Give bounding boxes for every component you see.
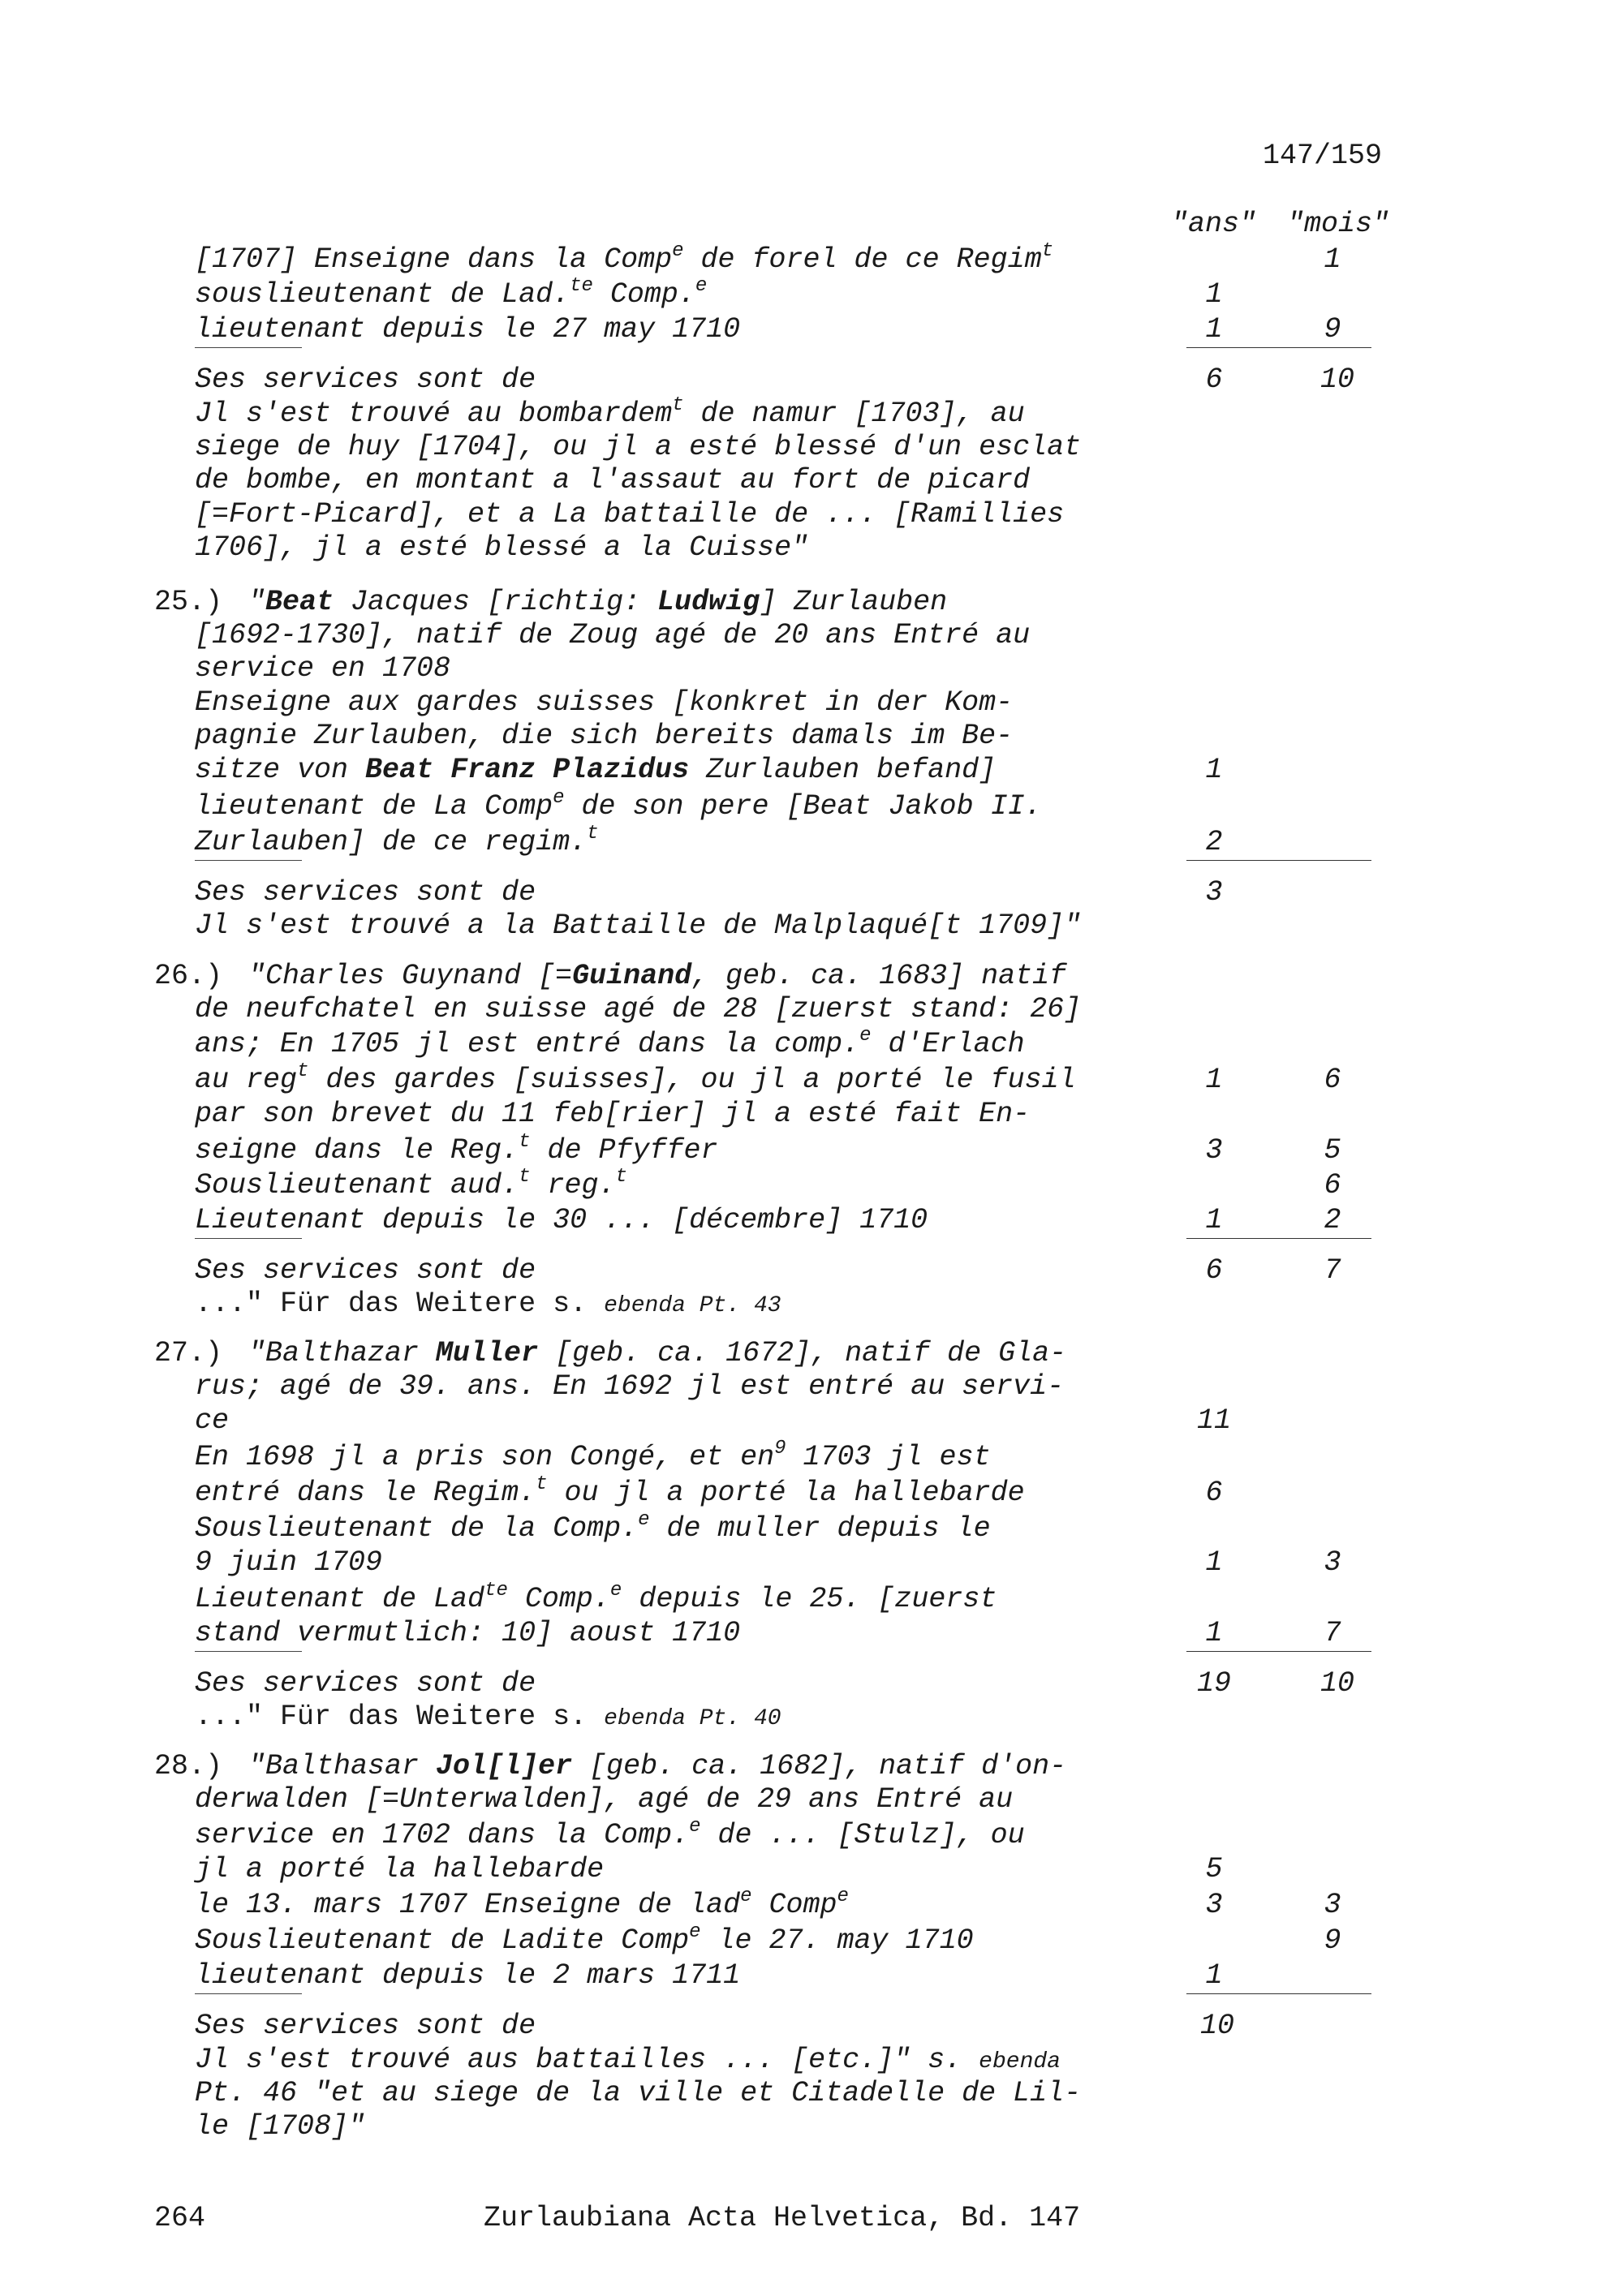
entry25-line3: service en 1708 — [195, 652, 451, 685]
sum-rule — [1186, 1651, 1371, 1652]
entry27-line6: Souslieutenant de la Comp.$^e$ de muller depuis le — [195, 1509, 991, 1545]
value-ans: 1 — [1205, 1546, 1223, 1579]
entry28-line4: jl a porté la hallebarde — [195, 1853, 605, 1885]
sum-rule — [1186, 1993, 1371, 1994]
value-ans: 6 — [1205, 1477, 1223, 1509]
entry27-line7: 9 juin 1709 — [195, 1546, 383, 1579]
entry26-line10: ..." Für das Weitere s. ebenda Pt. 43 — [195, 1288, 781, 1320]
entry26-line7: Souslieutenant aud.$^t$ reg.$^t$ — [195, 1166, 627, 1202]
page-indicator: 147/159 — [1263, 140, 1383, 172]
entry27-line4: En 1698 jl a pris son Congé, et $en^9$ 1703 jl est — [195, 1438, 991, 1473]
entry27-line5: entré dans le Regim.$^t$ ou jl a porté la hallebarde — [195, 1473, 1025, 1509]
total-ans: 3 — [1205, 876, 1223, 909]
footer-publication: Zurlaubiana Acta Helvetica, Bd. 147 — [484, 2202, 1081, 2234]
value-mois: 2 — [1324, 1204, 1341, 1236]
entry24-line3: lieutenant depuis le 27 may 1710 — [195, 313, 741, 346]
entry25-line6: sitze von Beat Franz Plazidus Zurlauben befand] — [195, 754, 997, 786]
entry27-short-rule — [195, 1651, 302, 1652]
entry26-line9: Ses services sont de — [195, 1254, 536, 1287]
value-mois: 6 — [1324, 1169, 1341, 1202]
entry-number: 26.) — [154, 960, 223, 992]
entry-number: 28.) — [154, 1750, 223, 1782]
entry26-line5: par son brevet du 11 feb[rier] jl a esté fait En- — [195, 1098, 1031, 1130]
entry28-line3: service en 1702 dans la Comp.$^e$ de ... [Stulz], ou — [195, 1816, 1025, 1851]
value-ans: 1 — [1205, 1204, 1223, 1236]
entry25-short-rule — [195, 860, 302, 861]
value-mois: 6 — [1324, 1064, 1341, 1096]
entry27-line9: stand vermutlich: 10] aoust 1710 — [195, 1617, 741, 1649]
entry28-short-rule — [195, 1993, 302, 1994]
entry26-line8: Lieutenant depuis le 30 ... [décembre] 1710 — [195, 1204, 928, 1236]
value-ans: 2 — [1205, 826, 1223, 858]
entry25-line10: Jl s'est trouvé a la Battaille de Malplaqué[t 1709]" — [195, 909, 1082, 942]
entry28-line5: le 13. mars 1707 Enseigne de lad$^e$ Comp$^e$ — [195, 1885, 849, 1921]
entry27-line11: ..." Für das Weitere s. ebenda Pt. 40 — [195, 1701, 781, 1733]
value-ans: 1 — [1205, 278, 1223, 311]
entry26-short-rule — [195, 1238, 302, 1239]
value-ans: 1 — [1205, 1617, 1223, 1649]
value-mois: 3 — [1324, 1889, 1341, 1921]
value-ans: 1 — [1205, 1959, 1223, 1992]
entry28-line9: Jl s'est trouvé aus battailles ... [etc.]" s. ebenda — [195, 2044, 1061, 2076]
entry25-line5: pagnie Zurlauben, die sich bereits damals im Be- — [195, 720, 1014, 752]
entry24-line5: Jl s'est trouvé au bombardem$^t$ de namur [1703], au — [195, 394, 1025, 430]
entry28-line1: "Balthasar Jol[l]er [geb. ca. 1682], natif d'on- — [248, 1750, 1067, 1782]
value-ans: 1 — [1205, 754, 1223, 786]
entry27-line1: "Balthazar Muller [geb. ca. 1672], natif de Gla- — [248, 1337, 1067, 1369]
value-ans: 5 — [1205, 1853, 1223, 1885]
entry28-line7: lieutenant depuis le 2 mars 1711 — [195, 1959, 741, 1992]
entry26-line3: ans; En 1705 jl est entré dans la comp.$^e$ d'Erlach — [195, 1025, 1025, 1060]
entry28-line8: Ses services sont de — [195, 2010, 536, 2042]
entry24-line4: Ses services sont de — [195, 363, 536, 396]
column-header-mois: "mois" — [1287, 208, 1390, 240]
total-ans: 6 — [1205, 363, 1223, 396]
sum-rule — [1186, 1238, 1371, 1239]
value-mois: 3 — [1324, 1546, 1341, 1579]
entry28-line11: le [1708]" — [195, 2110, 366, 2143]
entry26-line4: au reg$^t$ des gardes [suisses], ou jl a porté le fusil — [195, 1060, 1076, 1096]
entry24-line1: [1707] Enseigne dans la Comp$^e$ de forel de ce Regim$^t$ — [195, 240, 1053, 276]
entry26-line6: seigne dans le Reg.$^t$ de Pfyffer — [195, 1131, 718, 1167]
entry-number: 25.) — [154, 586, 223, 618]
entry24-line7: de bombe, en montant a l'assaut au fort de picard — [195, 464, 1031, 497]
entry24-line2: souslieutenant de Lad.$^{te}$ Comp.$^e$ — [195, 275, 708, 311]
total-ans: 10 — [1199, 2010, 1234, 2042]
total-mois: 10 — [1319, 1667, 1354, 1700]
value-ans: 3 — [1205, 1134, 1223, 1167]
entry25-line1: "Beat Jacques [richtig: Ludwig] Zurlauben — [248, 586, 948, 618]
footer-page-number: 264 — [154, 2202, 206, 2234]
value-mois: 5 — [1324, 1134, 1341, 1167]
value-mois: 7 — [1324, 1617, 1341, 1649]
entry27-line8: Lieutenant de Lad$^{te}$ Comp.$^e$ depuis le 25. [zuerst — [195, 1580, 997, 1615]
value-ans: 1 — [1205, 1064, 1223, 1096]
entry27-line2: rus; agé de 39. ans. En 1692 jl est entré au servi- — [195, 1370, 1065, 1403]
value-ans: 3 — [1205, 1889, 1223, 1921]
value-mois: 1 — [1324, 243, 1341, 276]
entry24-line8: [=Fort-Picard], et a La battaille de ... [Ramillies — [195, 498, 1065, 531]
entry25-line4: Enseigne aux gardes suisses [konkret in der Kom- — [195, 686, 1014, 719]
entry24-line6: siege de huy [1704], ou jl a esté blessé d'un esclat — [195, 431, 1082, 463]
entry24-line9: 1706], jl a esté blessé a la Cuisse" — [195, 531, 809, 564]
entry28-line10: Pt. 46 "et au siege de la ville et Citadelle de Lil- — [195, 2077, 1082, 2109]
entry27-line10: Ses services sont de — [195, 1667, 536, 1700]
column-header-ans: "ans" — [1171, 208, 1257, 240]
entry27-line3: ce — [195, 1404, 230, 1437]
total-ans: 6 — [1205, 1254, 1223, 1287]
entry25-line8: Zurlauben] de ce regim.$^t$ — [195, 823, 599, 858]
total-ans: 19 — [1196, 1667, 1231, 1700]
value-mois: 9 — [1324, 313, 1341, 346]
entry24-short-rule — [195, 347, 302, 348]
entry28-line6: Souslieutenant de Ladite Comp$^e$ le 27. may 1710 — [195, 1921, 974, 1957]
entry26-line2: de neufchatel en suisse agé de 28 [zuerst stand: 26] — [195, 993, 1082, 1025]
value-mois: 9 — [1324, 1924, 1341, 1957]
entry25-line9: Ses services sont de — [195, 876, 536, 909]
total-mois: 10 — [1319, 363, 1354, 396]
entry-number: 27.) — [154, 1337, 223, 1369]
total-mois: 7 — [1324, 1254, 1341, 1287]
entry26-line1: "Charles Guynand [=Guinand, geb. ca. 1683] natif — [248, 960, 1067, 992]
value-ans: 1 — [1205, 313, 1223, 346]
sum-rule — [1186, 347, 1371, 348]
value-ans: 11 — [1196, 1404, 1231, 1437]
entry28-line2: derwalden [=Unterwalden], agé de 29 ans Entré au — [195, 1783, 1014, 1816]
entry25-line2: [1692-1730], natif de Zoug agé de 20 ans Entré au — [195, 619, 1031, 651]
sum-rule — [1186, 860, 1371, 861]
entry25-line7: lieutenant de La Comp$^e$ de son pere [Beat Jakob II. — [195, 787, 1042, 823]
